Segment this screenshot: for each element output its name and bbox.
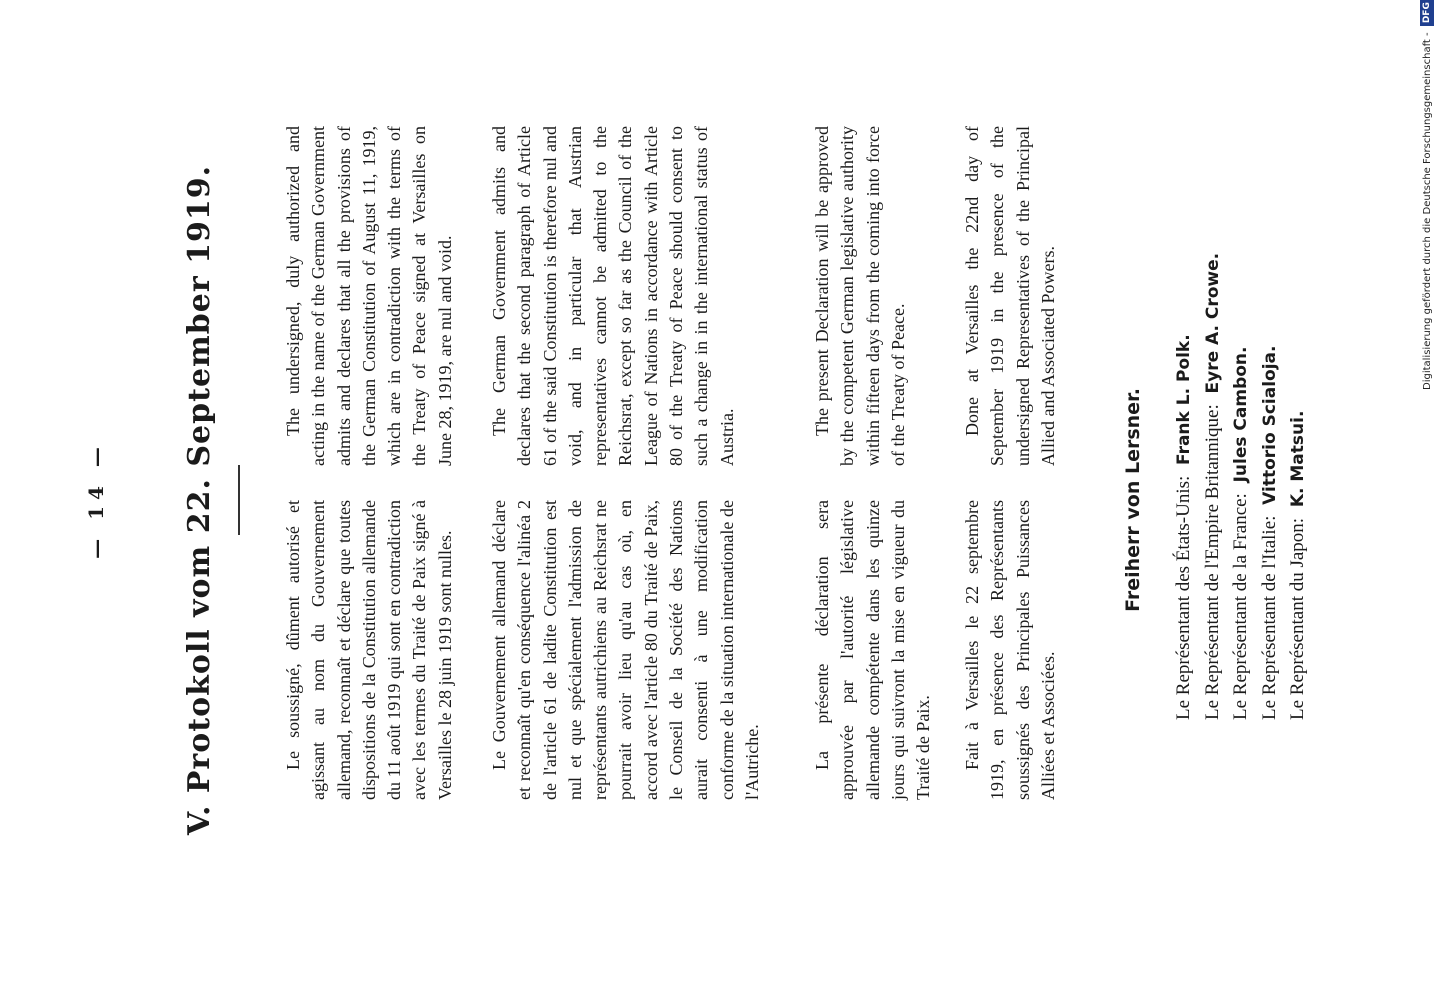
representative-row xyxy=(1256,80,1285,720)
representative-name: Eyre A. Crowe. xyxy=(1202,252,1223,394)
representative-name: Frank L. Polk. xyxy=(1174,334,1194,465)
representative-label: Le Représentant du Japon: xyxy=(1287,517,1308,720)
page-number: — 14 — xyxy=(84,441,108,559)
digitization-note: Digitalisierung gefördert durch die Deutsche Forschungsgemeinschaft - xyxy=(1422,32,1433,390)
representative-row xyxy=(1199,80,1228,720)
representative-row xyxy=(1227,80,1256,720)
representative-label: Le Représentant de l'Italie: xyxy=(1258,515,1280,720)
representative-name: Vittorio Scialoja. xyxy=(1259,345,1280,505)
english-paragraph-4: Done at Versailles the 22nd day of September 1919 in the presence of the undersigned Representatives of the Principal Allied and Associated Powers. xyxy=(962,126,1058,466)
representatives-list xyxy=(1170,80,1313,720)
dfg-logo: DFG xyxy=(1420,0,1434,26)
title-divider xyxy=(238,465,240,535)
digitization-credit xyxy=(1418,2,1434,390)
representative-row xyxy=(1170,80,1199,720)
english-paragraph-1: The undersigned, duly authorized and acting in the name of the German Government admits and declares that all the provisions of the German Constitution of August 11, 1919, which are in contradiction with the terms of the Treaty of Peace signed at Versailles on June 28, 1919, are nul and void. xyxy=(283,126,455,466)
french-paragraph-1: Le soussigné, dûment autorisé et agissant au nom du Gouvernement allemand, reconnaît et déclare que toutes dispositions de la Constitution allemande du 11 août 1919 qui sont en contradiction avec les termes du Traité de Paix signé à Versailles le 28 juin 1919 sont nulles. xyxy=(283,500,455,800)
page-title: V. Protokoll vom 22. September 1919. xyxy=(182,164,217,836)
signer-name: Freiherr von Lersner. xyxy=(1122,388,1144,612)
french-paragraph-3: La présente déclaration sera approuvée par l'autorité législative allemande compétente dans les quinze jours qui suivront la mise en vigueur du Traité de Paix. xyxy=(812,500,934,800)
french-paragraph-2: Le Gouvernement allemand déclare et reconnaît qu'en conséquence l'alinéa 2 de l'article 61 de ladite Constitution est nul et que spécialement l'admission de représentants autrichiens au Reichsrat ne pourrait avoir lieu qu'au cas où, en accord avec l'article 80 du Traité de Paix, le Conseil de la Société des Nations aurait consenti à une modification conforme de la situation internationale de l'Autriche. xyxy=(489,500,762,800)
representative-name: K. Matsui. xyxy=(1288,410,1308,508)
representative-label: Le Représentant de la France: xyxy=(1230,493,1251,720)
english-paragraph-2: The German Government admits and declares that the second paragraph of Article 61 of the said Constitution is therefore nul and void, and in particular that Austrian representatives cannot be admitted to the Reichsrat, except so far as the Council of the League of Nations in accordance with Article 80 of the Treaty of Peace should consent to such a change in in the international status of Austria. xyxy=(489,126,737,466)
english-paragraph-3: The present Declaration will be approved by the competent German legislative authority within fifteen days from the coming into force of the Treaty of Peace. xyxy=(812,126,908,466)
representative-row xyxy=(1284,80,1313,720)
representative-label: Le Représentant de l'Empire Britannique: xyxy=(1201,404,1223,720)
representative-label: Le Représentant des États-Unis: xyxy=(1173,475,1194,720)
french-paragraph-4: Fait à Versailles le 22 septembre 1919, en présence des Représentants soussignés des Principales Puissances Alliées et Associées. xyxy=(962,500,1058,800)
representative-name: Jules Cambon. xyxy=(1231,346,1251,483)
